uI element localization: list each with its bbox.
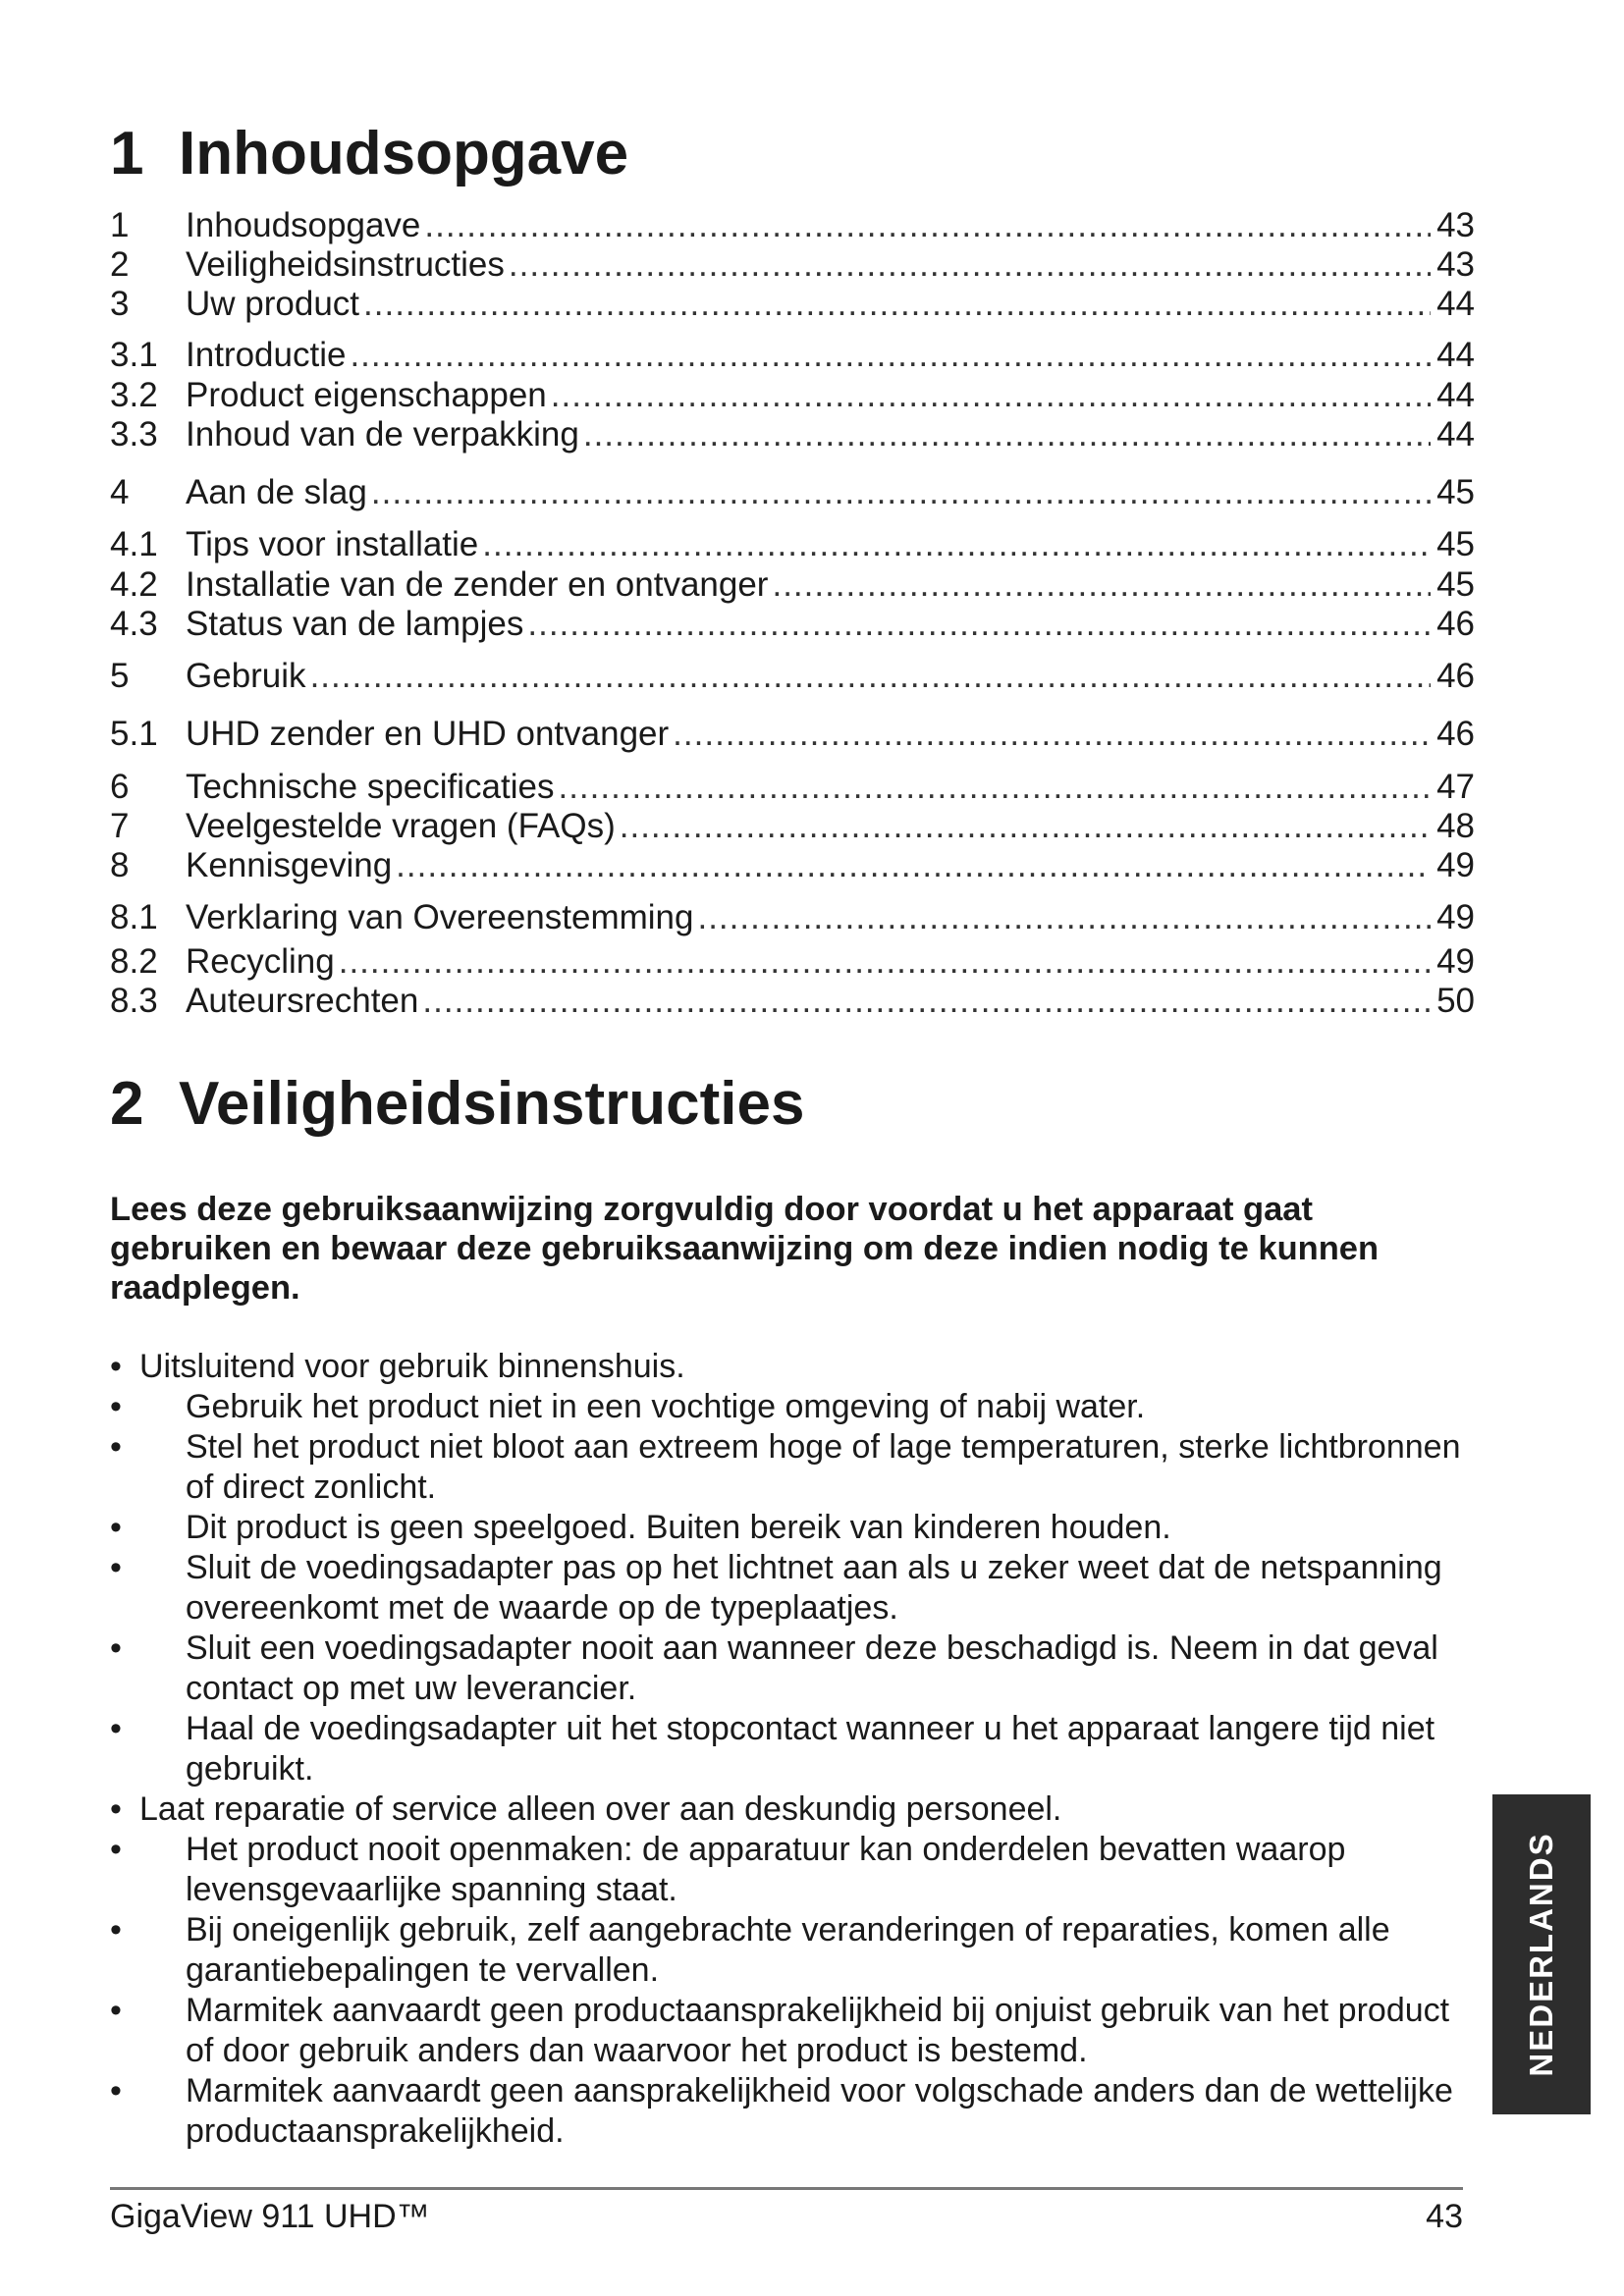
toc-entry-number: 3.1 — [110, 336, 158, 374]
safety-heading-title: Veiligheidsinstructies — [179, 1070, 805, 1138]
list-item — [110, 1387, 1485, 1427]
list-item-text: Sluit de voedingsadapter pas op het lichtnet aan als u zeker weet dat de netspanning overeenkomt met de waarde op de typeplaatjes. — [186, 1549, 1442, 1627]
toc-entry[interactable] — [110, 473, 1475, 512]
toc-entry-page: 50 — [1436, 982, 1475, 1020]
bullet-icon: • — [110, 1831, 122, 1868]
bullet-icon: • — [110, 1992, 122, 2029]
footer-divider — [110, 2187, 1463, 2190]
toc-entry-number: 6 — [110, 768, 130, 806]
bullet-icon: • — [110, 1348, 122, 1385]
toc-entry-page: 45 — [1436, 473, 1475, 511]
toc-entry-number: 8.1 — [110, 898, 158, 936]
bullet-icon: • — [110, 1911, 122, 1949]
toc-leader-dots — [558, 768, 1431, 807]
toc-entry-title: Inhoudsopgave — [186, 206, 421, 244]
toc-entry-number: 5.1 — [110, 715, 158, 753]
list-item — [110, 1427, 1485, 1508]
toc-entry[interactable] — [110, 768, 1475, 807]
list-item — [110, 1910, 1485, 1991]
list-item-text: Laat reparatie of service alleen over aan deskundig personeel. — [139, 1790, 1062, 1828]
toc-leader-dots — [350, 336, 1431, 375]
toc-entry-page: 45 — [1436, 525, 1475, 563]
bullet-icon: • — [110, 2072, 122, 2109]
list-item-text: Marmitek aanvaardt geen productaansprakelijkheid bij onjuist gebruik van het product of door gebruik anders dan waarvoor het product is bestemd. — [186, 1992, 1450, 2069]
toc-leader-dots — [482, 525, 1431, 564]
toc-leader-dots — [371, 473, 1431, 512]
list-item — [110, 1629, 1485, 1709]
list-item-text: Gebruik het product niet in een vochtige omgeving of nabij water. — [186, 1388, 1146, 1425]
safety-intro: Lees deze gebruiksaanwijzing zorgvuldig door voordat u het apparaat gaat gebruiken en bewaar deze gebruiksaanwijzing om deze indien nodig te kunnen raadplegen. — [110, 1191, 1380, 1307]
toc-entry-number: 5 — [110, 657, 130, 695]
toc-leader-dots — [509, 245, 1431, 285]
list-item-text: Marmitek aanvaardt geen aansprakelijkheid voor volgschade anders dan de wettelijke productaansprakelijkheid. — [186, 2072, 1453, 2150]
toc-entry-title: Introductie — [186, 336, 347, 374]
toc-heading — [110, 120, 628, 188]
toc-entry[interactable] — [110, 376, 1475, 415]
toc-entry-title: Tips voor installatie — [186, 525, 479, 563]
toc-entry-title: Recycling — [186, 942, 335, 981]
safety-heading — [110, 1070, 804, 1139]
toc-entry-page: 49 — [1436, 898, 1475, 936]
toc-entry[interactable] — [110, 846, 1475, 885]
footer-product-name: GigaView 911 UHD™ — [110, 2198, 430, 2235]
toc-leader-dots — [396, 846, 1431, 885]
toc-entry-title: Inhoud van de verpakking — [186, 415, 579, 454]
toc-entry-number: 4.2 — [110, 565, 158, 604]
bullet-icon: • — [110, 1509, 122, 1546]
toc-leader-dots — [620, 807, 1431, 846]
safety-heading-number: 2 — [110, 1070, 144, 1138]
toc-leader-dots — [339, 942, 1431, 982]
bullet-icon: • — [110, 1549, 122, 1586]
toc-entry-title: Status van de lampjes — [186, 605, 524, 643]
toc-entry-page: 46 — [1436, 605, 1475, 643]
list-item-text: Haal de voedingsadapter uit het stopcontact wanneer u het apparaat langere tijd niet gebruikt. — [186, 1710, 1435, 1788]
toc-entry[interactable] — [110, 206, 1475, 245]
toc-entry-title: Veelgestelde vragen (FAQs) — [186, 807, 616, 845]
toc-entry-number: 3.2 — [110, 376, 158, 414]
toc-entry-title: Uw product — [186, 285, 360, 323]
list-item — [110, 1548, 1485, 1629]
toc-entry[interactable] — [110, 605, 1475, 644]
toc-leader-dots — [527, 605, 1431, 644]
toc-entry[interactable] — [110, 285, 1475, 324]
bullet-icon: • — [110, 1428, 122, 1466]
toc-entry[interactable] — [110, 565, 1475, 605]
toc-entry-page: 49 — [1436, 942, 1475, 981]
toc-leader-dots — [673, 715, 1431, 754]
toc-entry-page: 45 — [1436, 565, 1475, 604]
toc-leader-dots — [551, 376, 1431, 415]
toc-entry-page: 47 — [1436, 768, 1475, 806]
toc-entry-title: Auteursrechten — [186, 982, 419, 1020]
list-item — [110, 1991, 1485, 2071]
toc-entry-number: 8 — [110, 846, 130, 884]
bullet-icon: • — [110, 1790, 122, 1828]
toc-entry-title: Installatie van de zender en ontvanger — [186, 565, 769, 604]
toc-leader-dots — [422, 982, 1431, 1021]
toc-heading-title: Inhoudsopgave — [179, 120, 629, 187]
list-item — [110, 1347, 1485, 1387]
toc-entry-page: 43 — [1436, 245, 1475, 284]
toc-entry-page: 44 — [1436, 336, 1475, 374]
footer-page-number: 43 — [1426, 2198, 1463, 2235]
toc-entry[interactable] — [110, 715, 1475, 754]
toc-entry[interactable] — [110, 942, 1475, 982]
toc-entry-title: Technische specificaties — [186, 768, 555, 806]
list-item-text: Uitsluitend voor gebruik binnenshuis. — [139, 1348, 685, 1385]
toc-entry-title: UHD zender en UHD ontvanger — [186, 715, 670, 753]
toc-entry-number: 3 — [110, 285, 130, 323]
toc-entry-number: 7 — [110, 807, 130, 845]
toc-leader-dots — [697, 898, 1431, 937]
toc-entry-title: Kennisgeving — [186, 846, 393, 884]
toc-entry[interactable] — [110, 982, 1475, 1021]
list-item-text: Stel het product niet bloot aan extreem hoge of lage temperaturen, sterke lichtbronnen of direct zonlicht. — [186, 1428, 1461, 1506]
language-side-tab — [1492, 1794, 1591, 2114]
toc-entry-title: Product eigenschappen — [186, 376, 547, 414]
toc-entry-number: 8.2 — [110, 942, 158, 981]
toc-entry[interactable] — [110, 336, 1475, 375]
toc-entry-page: 46 — [1436, 657, 1475, 695]
toc-entry-title: Veiligheidsinstructies — [186, 245, 505, 284]
bullet-icon: • — [110, 1629, 122, 1667]
toc-entry-number: 4.3 — [110, 605, 158, 643]
toc-leader-dots — [583, 415, 1431, 454]
toc-entry-title: Verklaring van Overeenstemming — [186, 898, 694, 936]
bullet-icon: • — [110, 1388, 122, 1425]
toc-entry-page: 48 — [1436, 807, 1475, 845]
toc-entry-number: 1 — [110, 206, 130, 244]
toc-entry-page: 44 — [1436, 285, 1475, 323]
list-item-text: Sluit een voedingsadapter nooit aan wanneer deze beschadigd is. Neem in dat geval contact op met uw leverancier. — [186, 1629, 1438, 1707]
toc-entry[interactable] — [110, 807, 1475, 846]
list-item — [110, 2071, 1485, 2152]
bullet-icon: • — [110, 1710, 122, 1747]
list-item — [110, 1709, 1485, 1789]
list-item-text: Bij oneigenlijk gebruik, zelf aangebrachte veranderingen of reparaties, komen alle garantiebepalingen te vervallen. — [186, 1911, 1390, 1989]
toc-entry-page: 43 — [1436, 206, 1475, 244]
toc-entry[interactable] — [110, 898, 1475, 937]
toc-heading-number: 1 — [110, 120, 144, 187]
toc-entry-number: 4 — [110, 473, 130, 511]
list-item — [110, 1830, 1485, 1910]
toc-entry[interactable] — [110, 245, 1475, 285]
toc-leader-dots — [310, 657, 1432, 696]
toc-entry-number: 4.1 — [110, 525, 158, 563]
toc-leader-dots — [363, 285, 1431, 324]
list-item — [110, 1789, 1485, 1830]
toc-entry-number: 8.3 — [110, 982, 158, 1020]
language-tab-label: NEDERLANDS — [1523, 1832, 1559, 2077]
list-item — [110, 1508, 1485, 1548]
toc-entry-page: 49 — [1436, 846, 1475, 884]
toc-entry[interactable] — [110, 415, 1475, 454]
toc-entry-title: Aan de slag — [186, 473, 367, 511]
toc-entry-page: 44 — [1436, 376, 1475, 414]
toc-entry-title: Gebruik — [186, 657, 306, 695]
toc-leader-dots — [424, 206, 1431, 245]
toc-entry-number: 2 — [110, 245, 130, 284]
list-item-text: Het product nooit openmaken: de apparatuur kan onderdelen bevatten waarop levensgevaarlijke spanning staat. — [186, 1831, 1346, 1908]
toc-entry[interactable] — [110, 525, 1475, 564]
toc-entry-page: 46 — [1436, 715, 1475, 753]
toc-entry-page: 44 — [1436, 415, 1475, 454]
list-item-text: Dit product is geen speelgoed. Buiten bereik van kinderen houden. — [186, 1509, 1171, 1546]
toc-entry[interactable] — [110, 657, 1475, 696]
toc-entry-number: 3.3 — [110, 415, 158, 454]
toc-leader-dots — [772, 565, 1431, 605]
